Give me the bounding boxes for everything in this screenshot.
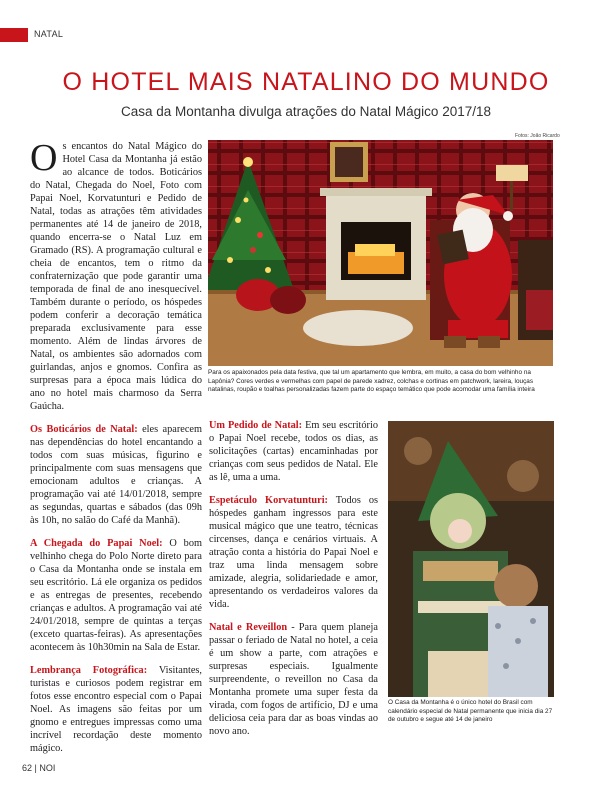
page-number: 62 — [22, 763, 33, 773]
section-heading: Natal e Reveillon — [209, 622, 288, 633]
section-boticarios — [30, 423, 202, 527]
article-title: O HOTEL MAIS NATALINO DO MUNDO — [62, 68, 550, 96]
section-chegada — [30, 537, 202, 654]
drop-cap: O — [30, 137, 58, 179]
section-text: eles aparecem nas dependências do hotel encantando a todos com suas músicas, figurino e principalmente com suas mensagens que emocionam adultos e crianças. A programação vai até 14/01/2018, sempre as segundas, quartas e sábados (das 09h às 10h, no salão do Café da Manhã). — [30, 424, 202, 526]
photo-credit: Fotos: João Ricardo — [515, 133, 560, 139]
santa-suite-photo — [208, 140, 553, 366]
section-reveillon — [209, 621, 378, 738]
section-korvatunturi — [209, 494, 378, 611]
section-tag — [0, 28, 130, 42]
footer-separator: | — [34, 763, 37, 773]
section-heading: Espetáculo Korvatunturi: — [209, 495, 328, 506]
page-footer — [22, 763, 55, 773]
section-text: Em seu escritório o Papai Noel recebe, todos os dias, as solicitações (cartas) encaminhadas por crianças com seus pedidos de Natal. Ele as lê, uma a uma. — [209, 420, 378, 483]
section-heading: Um Pedido de Natal: — [209, 420, 303, 431]
section-heading: Os Boticários de Natal: — [30, 424, 138, 435]
bottom-photo-caption: O Casa da Montanha é o único hotel do Brasil com calendário especial de Natal permanente que inicia dia 27 de outubro e segue até 14 de janeiro — [388, 699, 553, 723]
magazine-name: NOI — [39, 763, 56, 773]
section-tag-bar — [0, 28, 28, 42]
gnome-child-photo — [388, 421, 554, 697]
section-lembranca — [30, 664, 202, 755]
left-column — [30, 137, 202, 765]
section-text: - Para quem planeja passar o feriado de Natal no hotel, a ceia é um show a parte, com atrações e surpresas especiais. Igualmente surpreendente, o reveillon no Casa da Montanha promete uma super festa da virada, com fogos de artifício, DJ e uma deliciosa ceia para dar as boas vindas ao novo ano. — [209, 622, 378, 737]
section-heading: A Chegada do Papai Noel: — [30, 538, 163, 549]
section-pedido — [209, 419, 378, 484]
top-photo-caption: Para os apaixonados pela data festiva, que tal um apartamento que lembra, em muito, a casa do bom velhinho na Lapônia? Cores verdes e vermelhas com papel de parede xadrez, colchas e cortinas em patchwork, lareira, louças natalinas, roupão e toalhas personalizadas fazem parte do espaço temático que pode acomodar uma família inteira — [208, 369, 535, 393]
section-heading: Lembrança Fotográfica: — [30, 665, 148, 676]
middle-column — [209, 419, 378, 748]
section-text: Todos os hóspedes ganham ingressos para este musical mágico que une teatro, técnicas circenses, dança e cenários virtuais. A atração conta a história do Papai Noel e traz uma linda mensagem sobre amizade, alegria, solidariedade e amor, apresentando os verdadeiros valores da vida. — [209, 495, 378, 610]
intro-paragraph — [30, 137, 202, 413]
section-text: Visitantes, turistas e curiosos podem registrar em fotos esse encontro especial com o Papai Noel. As imagens são feitas por um gnomo e entregues impressas como uma incrível recordação deste momento mágico. — [30, 665, 202, 754]
article-subtitle: Casa da Montanha divulga atrações do Natal Mágico 2017/18 — [121, 104, 491, 119]
section-label: NATAL — [34, 29, 64, 39]
section-text: O bom velhinho chega do Polo Norte direto para o Casa da Montanha onde se instala em seu escritório. Lá ele organiza os pedidos e as entregas de presentes, recebendo crianças e adultos. A programação vai até 24/01/2018, sempre de quintas a terças (exceto quartas-feiras). As apresentações acontecem às 10h30min na Sala de Estar. — [30, 538, 202, 653]
intro-text: s encantos do Natal Mágico do Hotel Casa da Montanha já estão ao alcance de todos. Boticários do Natal, Chegada do Noel, Foto com Papai Noel, Korvatunturi e Pedido de Natal, todas as atrações têm atividades permanentes até 14 de janeiro de 2018, quando encerra-se o Natal Luz em Gramado (RS). A programação cultural e cheia de encantos, tem o ritmo da confraternização que pode garantir uma temporada de final de ano inesquecível. Também durante o período, os hóspedes podem conferir a decoração temática preparada exclusivamente para esse momento. Além de lindas árvores de Natal, os ambientes são adornados com guirlandas, anjos e gnomos. Confira as surpresas para a época mais lúdica do ano no hotel mais charmoso da Serra Gaúcha. — [30, 141, 202, 412]
